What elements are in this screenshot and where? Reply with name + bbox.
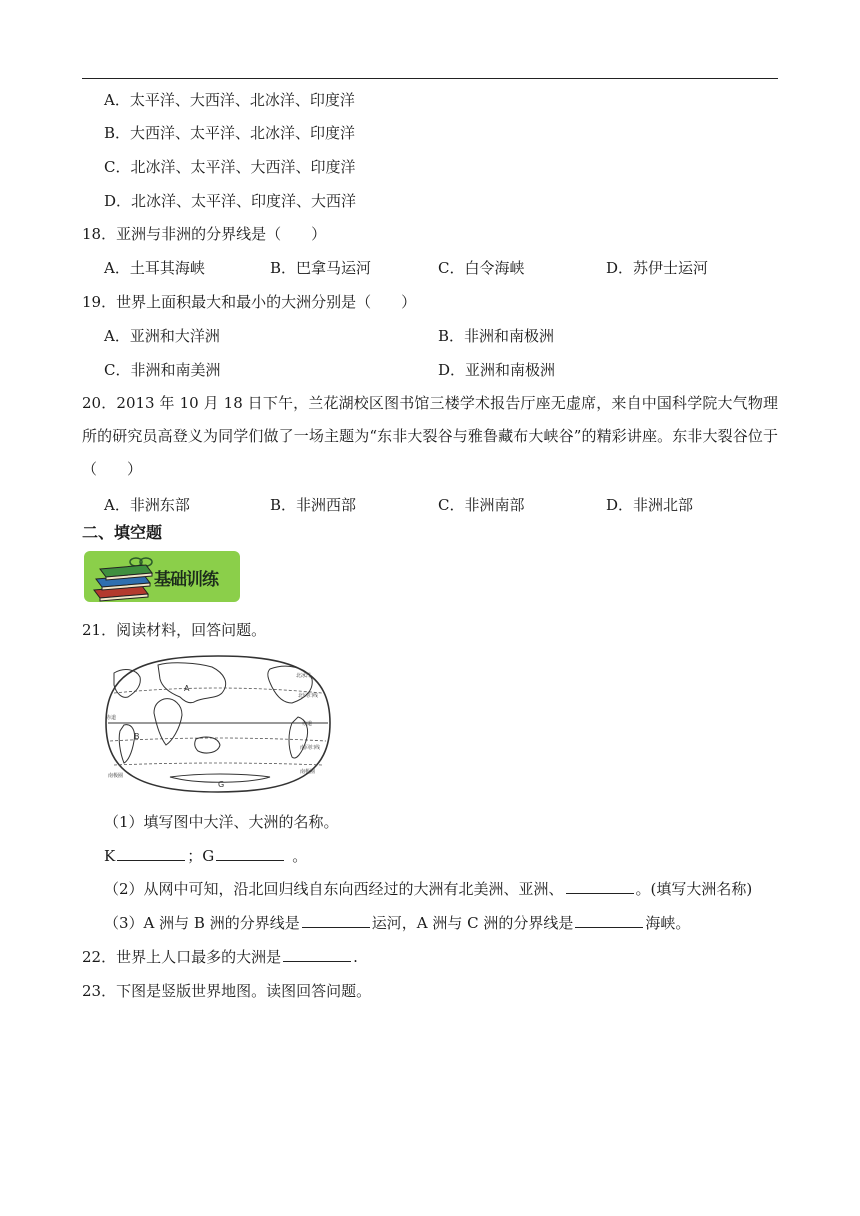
- q19-stem: 19．世界上面积最大和最小的大洲分别是（ ）: [82, 293, 417, 311]
- q21-sub3-text-c: 海峡。: [645, 914, 691, 932]
- q20-stem: 20．2013 年 10 月 18 日下午，兰花湖校区图书馆三楼学术报告厅座无虚席，来自中国科学院大气物理所的研究员高登义为同学们做了一场主题为“东非大裂谷与雅鲁藏布大峡谷”的精彩讲座。东非大裂谷位于（ ）: [82, 394, 778, 478]
- q21-sub3-blank-1[interactable]: [302, 913, 370, 928]
- svg-text:赤道: 赤道: [302, 721, 313, 727]
- q21-g-blank[interactable]: [216, 846, 284, 861]
- q21-stem: 21．阅读材料，回答问题。: [82, 621, 267, 639]
- q21-sub2-text: （2）从网中可知，沿北回归线自东向西经过的大洲有北美洲、亚洲、: [104, 880, 564, 898]
- q18-option-b: B．巴拿马运河: [270, 259, 372, 277]
- q21-sub2: [104, 879, 752, 899]
- q21-k-label: K: [104, 847, 116, 865]
- q17-option-b: B．大西洋、太平洋、北冰洋、印度洋: [104, 124, 356, 142]
- q17-option-d: D．北冰洋、太平洋、印度洋、大西洋: [104, 192, 357, 210]
- q21-sub3-text-b: 运河，A 洲与 C 洲的分界线是: [371, 914, 574, 932]
- svg-text:南回归线: 南回归线: [300, 745, 321, 751]
- q21-k-blank[interactable]: [117, 846, 185, 861]
- q19-option-a: A．亚洲和大洋洲: [104, 327, 220, 345]
- q20-option-a: A．非洲东部: [104, 496, 190, 514]
- books-icon: [90, 552, 162, 602]
- q17-option-c: C．北冰洋、太平洋、大西洋、印度洋: [104, 158, 356, 176]
- world-map-figure: [100, 653, 336, 795]
- q18-option-d: D．苏伊士运河: [606, 259, 709, 277]
- q21-sub1: （1）填写图中大洋、大洲的名称。: [104, 813, 339, 831]
- map-label-b: B: [134, 732, 140, 741]
- svg-text:南极圈: 南极圈: [300, 769, 316, 775]
- q18-option-a: A．土耳其海峡: [104, 259, 205, 277]
- q22-blank[interactable]: [283, 947, 351, 962]
- svg-text:赤道: 赤道: [106, 715, 117, 721]
- q20-option-d: D．非洲北部: [606, 496, 694, 514]
- q21-sub3: [104, 913, 690, 933]
- svg-text:北冰洋: 北冰洋: [296, 673, 312, 679]
- q22-end: .: [353, 948, 358, 966]
- basic-training-badge: [84, 551, 240, 602]
- q21-sub2-note: 。(填写大洲名称): [635, 880, 753, 898]
- badge-label: 基础训练: [154, 570, 218, 590]
- q19-option-b: B．非洲和南极洲: [438, 327, 555, 345]
- q22-stem: 22．世界上人口最多的大洲是: [82, 948, 282, 966]
- q23-stem: 23．下图是竖版世界地图。读图回答问题。: [82, 982, 372, 1000]
- svg-text:北回归线: 北回归线: [298, 693, 319, 699]
- q21-sub1-end: 。: [292, 847, 308, 865]
- section-title: 二、填空题: [82, 523, 163, 542]
- map-label-a: A: [184, 684, 190, 693]
- q21-sub3-text-a: （3）A 洲与 B 洲的分界线是: [104, 914, 300, 932]
- q21-sub2-blank[interactable]: [566, 879, 634, 894]
- header-rule: [82, 78, 778, 79]
- q20-option-c: C．非洲南部: [438, 496, 525, 514]
- q20-option-b: B．非洲西部: [270, 496, 357, 514]
- q19-option-c: C．非洲和南美洲: [104, 361, 221, 379]
- q21-g-label: ；G: [187, 847, 215, 865]
- q22: [82, 947, 358, 967]
- q21-sub3-blank-2[interactable]: [575, 913, 643, 928]
- q21-sub1-answers: [104, 846, 307, 866]
- q17-option-a: A．太平洋、大西洋、北冰洋、印度洋: [104, 91, 355, 109]
- q18-option-c: C．白令海峡: [438, 259, 525, 277]
- q18-stem: 18．亚洲与非洲的分界线是（ ）: [82, 225, 327, 243]
- map-label-g: G: [218, 780, 225, 789]
- q19-option-d: D．亚洲和南极洲: [438, 361, 556, 379]
- svg-text:南极圈: 南极圈: [108, 773, 124, 779]
